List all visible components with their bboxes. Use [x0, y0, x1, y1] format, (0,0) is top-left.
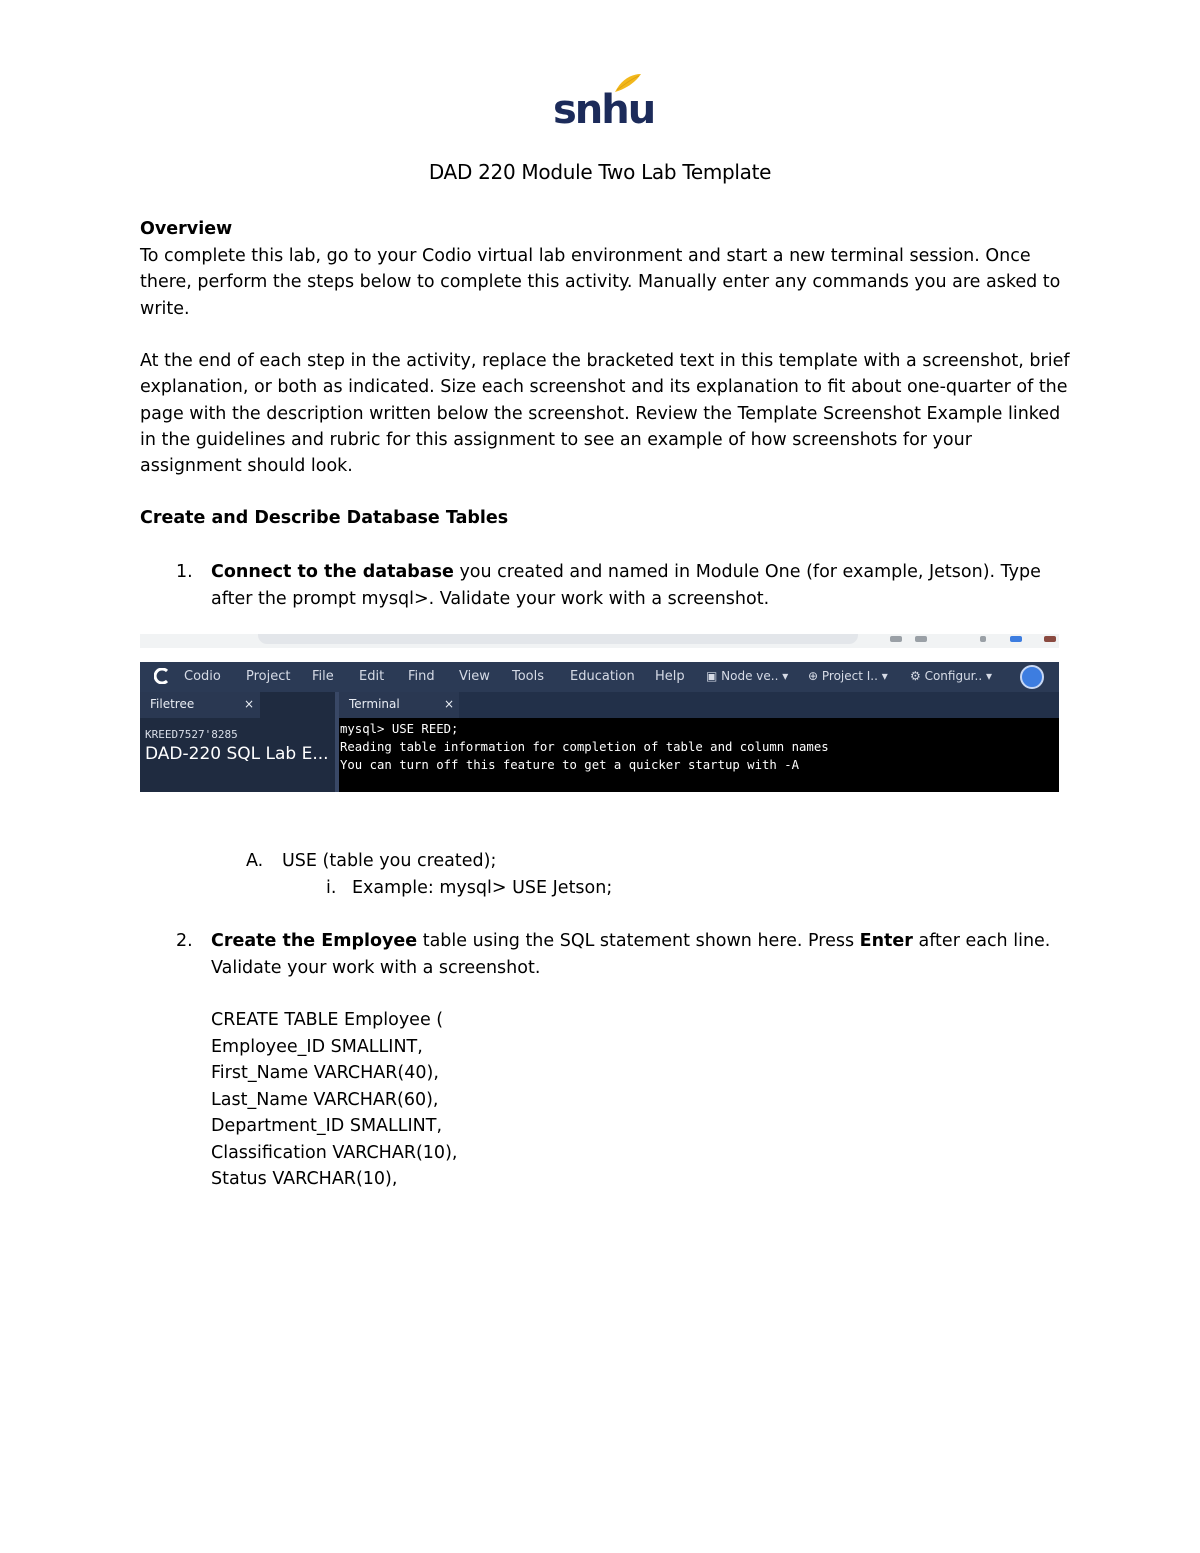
- gear-icon: ⚙: [910, 669, 925, 683]
- phone-icon[interactable]: [1020, 665, 1044, 689]
- sql-line: CREATE TABLE Employee (: [211, 1010, 444, 1030]
- terminal-tab[interactable]: Terminal ×: [339, 692, 459, 718]
- sub-a-label: A.: [246, 851, 264, 871]
- section-heading: Create and Describe Database Tables: [140, 508, 509, 528]
- menu-view[interactable]: View: [459, 669, 490, 684]
- menu-tools[interactable]: Tools: [512, 669, 545, 684]
- overview-heading: Overview: [140, 219, 233, 239]
- sql-line: Last_Name VARCHAR(60),: [211, 1089, 439, 1110]
- menu-codio[interactable]: Codio: [184, 669, 221, 684]
- menu-education[interactable]: Education: [570, 669, 635, 684]
- sql-line: Status VARCHAR(10),: [211, 1169, 398, 1189]
- project-name[interactable]: DAD-220 SQL Lab E...: [145, 744, 329, 764]
- configure-menu[interactable]: ⚙ Configur.. ▾: [910, 669, 992, 683]
- menu-edit[interactable]: Edit: [359, 669, 385, 684]
- menu-help[interactable]: Help: [655, 669, 685, 684]
- sql-statement: [211, 1007, 811, 1193]
- step-1-text: [211, 559, 1051, 612]
- step-2-bold-1: Create the Employee: [211, 931, 418, 951]
- step-1-rest: you created and named in Module One (for example, Jetson). Type after the prompt mysql>. Validate your work with a screenshot.: [211, 562, 1041, 609]
- step-2-number: 2.: [176, 931, 193, 951]
- sql-line: Classification VARCHAR(10),: [211, 1142, 458, 1163]
- sql-line: Department_ID SMALLINT,: [211, 1116, 443, 1136]
- node-version-icon: ▣: [706, 669, 722, 683]
- overview-paragraph-1: To complete this lab, go to your Codio virtual lab environment and start a new terminal session. Once there, perform the steps below to complete this activity. Manually enter any commands you are asked to write.: [140, 246, 1061, 319]
- step-1-number: 1.: [176, 562, 193, 582]
- overview-paragraph-2: At the end of each step in the activity, replace the bracketed text in this template with a screenshot, brief explanation, or both as indicated. Size each screenshot and its explanation to fit about one-quarter of the page with the description written below the screenshot. Review the Template Screenshot Example linked in the guidelines and rubric for this assignment to see an example of how screenshots for your assignment should look.: [140, 351, 1070, 477]
- filetree-tab[interactable]: Filetree ×: [140, 692, 260, 718]
- terminal-line: Reading table information for completion of table and column names: [340, 740, 829, 754]
- user-id: KREED7527'8285: [145, 728, 238, 741]
- codio-logo-icon: [154, 668, 170, 684]
- project-index-menu[interactable]: ⊕ Project I.. ▾: [808, 669, 888, 683]
- document-title: DAD 220 Module Two Lab Template: [428, 160, 772, 184]
- tab-strip: [459, 692, 1059, 718]
- step-2-text: Create the Employee table using the SQL statement shown here. Press Enter after each line. Validate your work with a screenshot.: [211, 931, 1051, 978]
- address-box: [258, 634, 858, 644]
- terminal-line: mysql> USE REED;: [340, 722, 459, 736]
- close-icon[interactable]: ×: [444, 697, 455, 711]
- sub-i-label: i.: [326, 878, 337, 898]
- close-icon[interactable]: ×: [244, 697, 255, 711]
- sql-line: First_Name VARCHAR(40),: [211, 1063, 439, 1083]
- step-2-bold-2: Enter: [859, 931, 913, 951]
- globe-icon: ⊕: [808, 669, 822, 683]
- browser-url-bar: [140, 634, 1059, 648]
- sub-i-text: Example: mysql> USE Jetson;: [352, 878, 613, 898]
- menu-project[interactable]: Project: [246, 669, 291, 684]
- snhu-logo: [553, 72, 655, 134]
- filetree-pane: [140, 692, 335, 792]
- logo-text: snhu: [553, 87, 655, 133]
- terminal-screenshot: [140, 634, 1059, 792]
- node-version-menu[interactable]: ▣ Node ve.. ▾: [706, 669, 789, 683]
- terminal-line: You can turn off this feature to get a quicker startup with -A: [340, 758, 800, 772]
- step-1-bold: Connect to the database: [211, 562, 454, 582]
- terminal-output[interactable]: [339, 718, 1059, 792]
- menu-find[interactable]: Find: [408, 669, 435, 684]
- sql-line: Employee_ID SMALLINT,: [211, 1036, 423, 1057]
- sub-a-text: USE (table you created);: [282, 851, 497, 871]
- codio-menubar: [140, 662, 1059, 692]
- menu-file[interactable]: File: [312, 669, 334, 684]
